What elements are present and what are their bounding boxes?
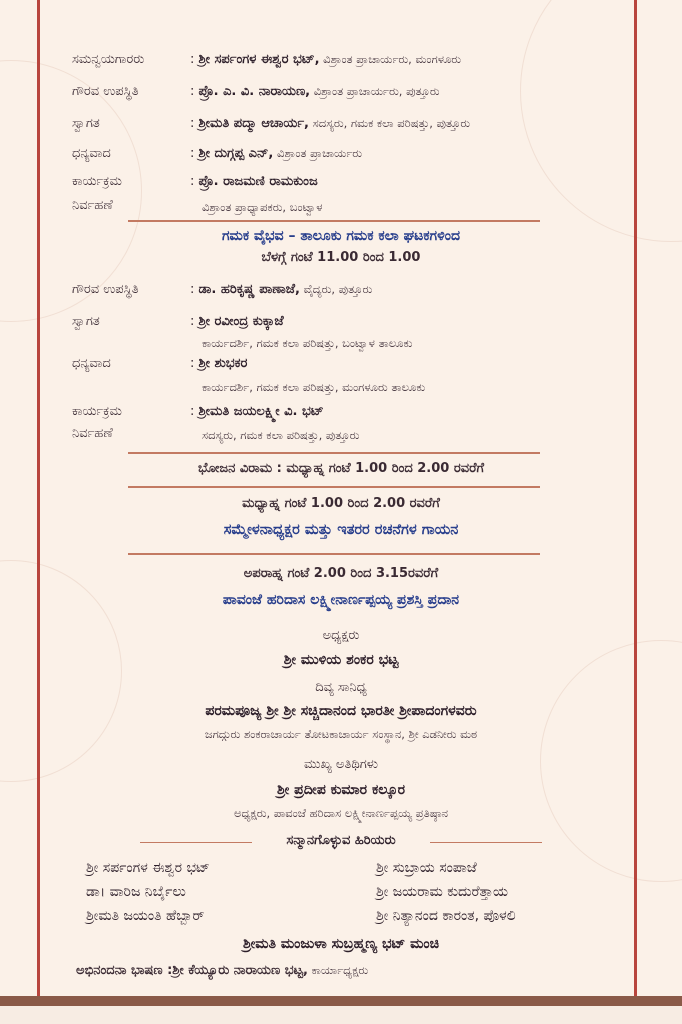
- honoree-name: ಶ್ರೀಮತಿ ಮಂಜುಳಾ ಸುಬ್ರಹ್ಮಣ್ಯ ಭಟ್ ಮಂಚಿ: [242, 936, 440, 952]
- person-name: ಶ್ರೀಮತಿ ಜಯಲಕ್ಷ್ಮೀ ವಿ. ಭಟ್: [198, 404, 324, 419]
- row-label: ಧನ್ಯವಾದ: [72, 356, 111, 371]
- row-value: : ಡಾ. ಹರಿಕೃಷ್ಣ ಪಾಣಾಜೆ, ವೈದ್ಯರು, ಪುತ್ತೂರು: [190, 282, 373, 297]
- row-label: ಕಾರ್ಯಕ್ರಮ: [72, 404, 122, 419]
- row-label: ಸಮನ್ವಯಗಾರರು: [72, 52, 145, 67]
- person-desc: ವಿಶ್ರಾಂತ ಪ್ರಾಧ್ಯಾಪಕರು, ಬಂಟ್ವಾಳ: [202, 200, 323, 214]
- presence-desc: ಜಗದ್ಗುರು ಶಂಕರಾಚಾರ್ಯ ತೋಟಕಾಚಾರ್ಯ ಸಂಸ್ಥಾನ, ಶ್ರೀ ಎಡನೀರು ಮಠ: [204, 727, 478, 741]
- row-value: : ಪ್ರೊ. ಎ. ವಿ. ನಾರಾಯಣ, ವಿಶ್ರಾಂತ ಪ್ರಾಚಾರ್ಯರು, ಪುತ್ತೂರು: [190, 84, 440, 99]
- person-desc: ವಿಶ್ರಾಂತ ಪ್ರಾಚಾರ್ಯರು: [273, 146, 363, 160]
- speech-desc: ಕಾರ್ಯಾಧ್ಯಕ್ಷರು: [307, 963, 369, 977]
- divider-right: [430, 842, 542, 843]
- honoree-name: ಶ್ರೀ ಸರ್ಪಂಗಳ ಈಶ್ವರ ಭಟ್: [86, 860, 210, 876]
- row-value: : ಶ್ರೀಮತಿ ಪದ್ಮಾ ಆಚಾರ್ಯ, ಸದಸ್ಯರು, ಗಮಕ ಕಲಾ ಪರಿಷತ್ತು, ಪುತ್ತೂರು: [190, 116, 471, 131]
- person-name: ಶ್ರೀ ರವೀಂದ್ರ ಕುಕ್ಕಾಜೆ: [198, 314, 284, 329]
- presence-name: ಪರಮಪೂಜ್ಯ ಶ್ರೀ ಶ್ರೀ ಸಚ್ಚಿದಾನಂದ ಭಾರತೀ ಶ್ರೀಪಾದಂಗಳವರು: [205, 703, 477, 719]
- person-desc: ಸದಸ್ಯರು, ಗಮಕ ಕಲಾ ಪರಿಷತ್ತು, ಪುತ್ತೂರು: [309, 116, 471, 130]
- guest-name: ಶ್ರೀ ಪ್ರದೀಪ ಕುಮಾರ ಕಲ್ಕೂರ: [276, 782, 406, 798]
- honoree-name: ಶ್ರೀ ಸುಬ್ರಾಯ ಸಂಪಾಜೆ: [376, 860, 477, 876]
- person-desc: ವಿಶ್ರಾಂತ ಪ್ರಾಚಾರ್ಯರು, ಪುತ್ತೂರು: [310, 84, 440, 98]
- footer-bar: [0, 996, 682, 1006]
- row-value: : ಶ್ರೀ ರವೀಂದ್ರ ಕುಕ್ಕಾಜೆ: [190, 314, 284, 329]
- honoree-name: ಡಾ। ವಾರಿಜ ನಿರ್ಬೈಲು: [86, 884, 186, 900]
- person-desc: ಕಾರ್ಯದರ್ಶಿ, ಗಮಕ ಕಲಾ ಪರಿಷತ್ತು, ಬಂಟ್ವಾಳ ತಾಲೂಕು: [202, 336, 413, 350]
- row-value: : ಶ್ರೀ ಶುಭಕರ: [190, 356, 248, 371]
- speech-name: ಶ್ರೀ ಕೆಯ್ಯೂರು ನಾರಾಯಣ ಭಟ್ಟ,: [172, 963, 308, 978]
- section-title: ಪಾವಂಜೆ ಹರಿದಾಸ ಲಕ್ಷ್ಮೀನಾರ್ಣಪ್ಪಯ್ಯ ಪ್ರಶಸ್ತಿ ಪ್ರದಾನ: [222, 592, 460, 608]
- person-desc: ವೈದ್ಯರು, ಪುತ್ತೂರು: [299, 282, 373, 296]
- section-time: ಅಪರಾಹ್ನ ಗಂಟೆ 2.00 ರಿಂದ 3.15ರವರೆಗೆ: [243, 566, 439, 581]
- row-label: ಗೌರವ ಉಪಸ್ಥಿತಿ: [72, 282, 139, 297]
- row-label: ಕಾರ್ಯಕ್ರಮ: [72, 174, 122, 189]
- person-desc: ಸದಸ್ಯರು, ಗಮಕ ಕಲಾ ಪರಿಷತ್ತು, ಪುತ್ತೂರು: [202, 428, 360, 442]
- divider: [128, 553, 540, 555]
- person-name: ಶ್ರೀಮತಿ ಪದ್ಮಾ ಆಚಾರ್ಯ,: [198, 116, 309, 131]
- person-name: ಶ್ರೀ ಸರ್ಪಂಗಳ ಈಶ್ವರ ಭಟ್,: [198, 52, 320, 67]
- president-name: ಶ್ರೀ ಮುಳಿಯ ಶಂಕರ ಭಟ್ಟ: [283, 652, 399, 668]
- guest-label: ಮುಖ್ಯ ಅತಿಥಿಗಳು: [304, 757, 378, 772]
- lunch-break: ಭೋಜನ ವಿರಾಮ : ಮಧ್ಯಾಹ್ನ ಗಂಟೆ 1.00 ರಿಂದ 2.00 ರವರೆಗೆ: [197, 461, 485, 476]
- person-desc: ವಿಶ್ರಾಂತ ಪ್ರಾಚಾರ್ಯರು, ಮಂಗಳೂರು: [319, 52, 462, 66]
- person-name: ಡಾ. ಹರಿಕೃಷ್ಣ ಪಾಣಾಜೆ,: [198, 282, 300, 297]
- row-label: ಸ್ವಾಗತ: [72, 116, 100, 131]
- row-label-cont: ನಿರ್ವಹಣೆ: [72, 426, 113, 441]
- person-name: ಪ್ರೊ. ಎ. ವಿ. ನಾರಾಯಣ,: [198, 84, 311, 99]
- row-label: ಸ್ವಾಗತ: [72, 314, 100, 329]
- person-name: ಶ್ರೀ ದುಗ್ಗಪ್ಪ ಎನ್,: [198, 146, 274, 161]
- row-label: ಗೌರವ ಉಪಸ್ಥಿತಿ: [72, 84, 139, 99]
- row-value: : ಪ್ರೊ. ರಾಜಮಣಿ ರಾಮಕುಂಜ: [190, 174, 318, 189]
- section-time: ಬೆಳಗ್ಗೆ ಗಂಟೆ 11.00 ರಿಂದ 1.00: [261, 250, 421, 265]
- row-value: : ಶ್ರೀಮತಿ ಜಯಲಕ್ಷ್ಮೀ ವಿ. ಭಟ್: [190, 404, 324, 419]
- section-time: ಮಧ್ಯಾಹ್ನ ಗಂಟೆ 1.00 ರಿಂದ 2.00 ರವರೆಗೆ: [242, 496, 440, 511]
- honoree-name: ಶ್ರೀ ಜಯರಾಮ ಕುದುರೆತ್ತಾಯ: [376, 884, 509, 900]
- president-label: ಅಧ್ಯಕ್ಷರು: [322, 628, 360, 643]
- speech-label: ಅಭಿನಂದನಾ ಭಾಷಣ :: [76, 963, 173, 978]
- divider: [128, 452, 540, 454]
- presence-label: ದಿವ್ಯ ಸಾನಿಧ್ಯ: [315, 680, 367, 695]
- honoree-name: ಶ್ರೀ ನಿತ್ಯಾನಂದ ಕಾರಂತ, ಪೊಳಲಿ: [376, 908, 516, 924]
- row-label-cont: ನಿರ್ವಹಣೆ: [72, 198, 113, 213]
- honorees-label: ಸನ್ಮಾನಗೊಳ್ಳುವ ಹಿರಿಯರು: [286, 833, 396, 848]
- person-desc: ಕಾರ್ಯದರ್ಶಿ, ಗಮಕ ಕಲಾ ಪರಿಷತ್ತು, ಮಂಗಳೂರು ತಾಲೂಕು: [202, 380, 426, 394]
- footer-strip: [0, 1006, 682, 1024]
- section-title: ಸಮ್ಮೇಳನಾಧ್ಯಕ್ಷರ ಮತ್ತು ಇತರರ ರಚನೆಗಳ ಗಾಯನ: [223, 522, 459, 538]
- row-label: ಧನ್ಯವಾದ: [72, 146, 111, 161]
- divider: [128, 220, 540, 222]
- section-title: ಗಮಕ ವೈಭವ – ತಾಲೂಕು ಗಮಕ ಕಲಾ ಘಟಕಗಳಿಂದ: [221, 228, 460, 244]
- honoree-name: ಶ್ರೀಮತಿ ಜಯಂತಿ ಹೆಬ್ಬಾರ್: [86, 908, 205, 924]
- row-value: : ಶ್ರೀ ಸರ್ಪಂಗಳ ಈಶ್ವರ ಭಟ್, ವಿಶ್ರಾಂತ ಪ್ರಾಚಾರ್ಯರು, ಮಂಗಳೂರು: [190, 52, 462, 67]
- background-mandala: [520, 0, 682, 242]
- person-name: ಪ್ರೊ. ರಾಜಮಣಿ ರಾಮಕುಂಜ: [198, 174, 318, 189]
- person-name: ಶ್ರೀ ಶುಭಕರ: [198, 356, 248, 371]
- guest-desc: ಅಧ್ಯಕ್ಷರು, ಪಾವಂಜೆ ಹರಿದಾಸ ಲಕ್ಷ್ಮೀನಾರ್ಣಪ್ಪಯ್ಯ ಪ್ರತಿಷ್ಠಾನ: [233, 806, 449, 820]
- felicitation-speech: [76, 963, 368, 978]
- row-value: : ಶ್ರೀ ದುಗ್ಗಪ್ಪ ಎನ್, ವಿಶ್ರಾಂತ ಪ್ರಾಚಾರ್ಯರು: [190, 146, 363, 161]
- divider: [128, 486, 540, 488]
